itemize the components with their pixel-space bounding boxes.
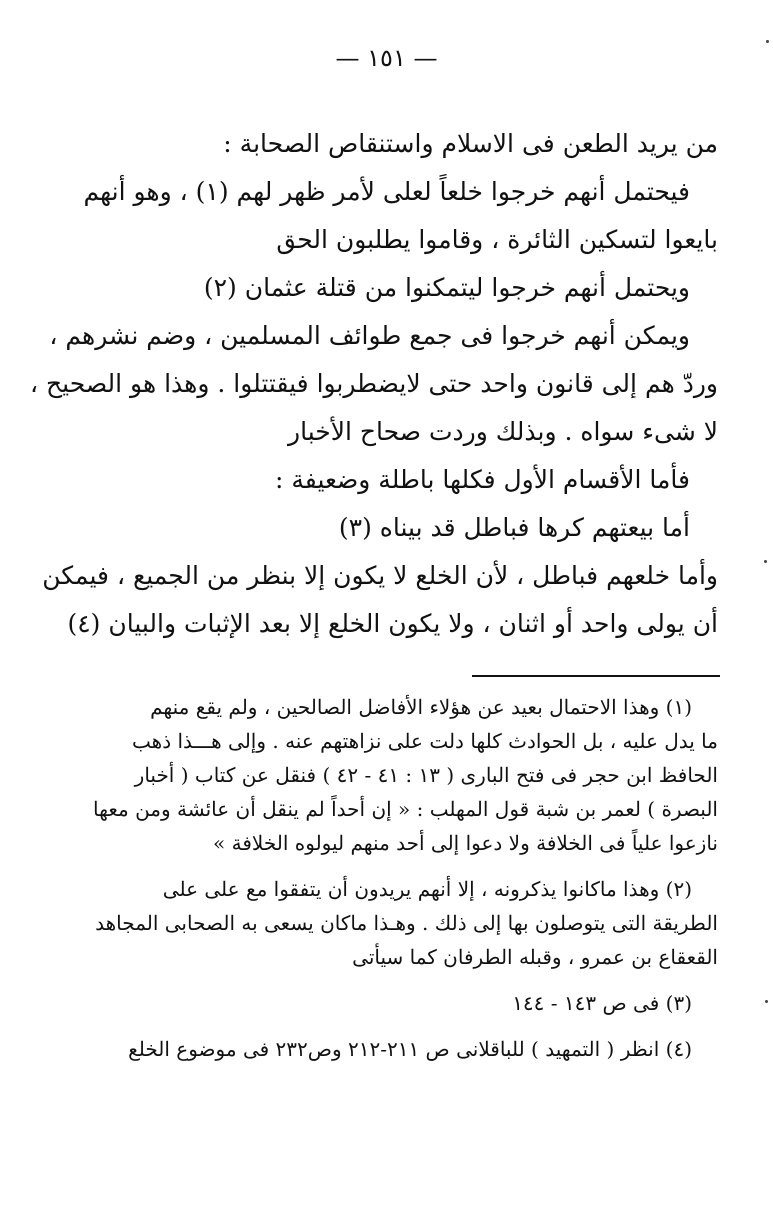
- scan-speck: [765, 1000, 768, 1003]
- footnote-line: الحافظ ابن حجر فى فتح البارى ( ١٣ : ٤١ - ٤٢ ) فنقل عن كتاب ( أخبار: [134, 763, 718, 787]
- text-line: فأما الأقسام الأول فكلها باطلة وضعيفة :: [275, 465, 690, 494]
- footnote-2: [78, 872, 718, 974]
- scan-speck: [766, 40, 769, 43]
- text-line: ويمكن أنهم خرجوا فى جمع طوائف المسلمين ، وضم نشرهم ،: [49, 321, 690, 350]
- footnote-4: [78, 1032, 718, 1066]
- footnote-line: (٤) انظر ( التمهيد ) للباقلانى ص ٢١١-٢١٢ وص٢٣٢ فى موضوع الخلع: [128, 1037, 692, 1061]
- text-line: أن يولى واحد أو اثنان ، ولا يكون الخلع إلا بعد الإثبات والبيان (٤): [67, 609, 718, 638]
- footnote-line: القعقاع بن عمرو ، وقبله الطرفان كما سيأتى: [352, 945, 718, 969]
- footnote-line: الطريقة التى يتوصلون بها إلى ذلك . وهـذا ماكان يسعى به الصحابى المجاهد: [95, 911, 718, 935]
- scan-speck: [764, 560, 767, 563]
- footnote-line: (٢) وهذا ماكانوا يذكرونه ، إلا أنهم يريدون أن يتفقوا مع على على: [162, 877, 692, 901]
- footnote-line: ما يدل عليه ، بل الحوادث كلها دلت على نزاهتهم عنه . وإلى هـــذا ذهب: [132, 729, 718, 753]
- text-line: بايعوا لتسكين الثائرة ، وقاموا يطلبون الحق: [276, 225, 718, 254]
- text-line: وأما خلعهم فباطل ، لأن الخلع لا يكون إلا بنظر من الجميع ، فيمكن: [42, 561, 718, 590]
- footnote-line: (٣) فى ص ١٤٣ - ١٤٤: [512, 991, 692, 1015]
- text-line: أما بيعتهم كرها فباطل قد بيناه (٣): [338, 513, 690, 542]
- footnotes: [78, 690, 718, 1078]
- page-number: — ١٥١ —: [335, 44, 438, 72]
- text-line: من يريد الطعن فى الاسلام واستنقاص الصحابة :: [223, 129, 718, 158]
- main-text: [30, 120, 718, 648]
- footnote-1: [78, 690, 718, 860]
- footnote-line: (١) وهذا الاحتمال بعيد عن هؤلاء الأفاضل الصالحين ، ولم يقع منهم: [150, 695, 692, 719]
- footnote-line: نازعوا علياً فى الخلافة ولا دعوا إلى أحد منهم ليولوه الخلافة »: [213, 831, 718, 855]
- footnote-separator: [472, 675, 720, 677]
- footnote-3: [78, 986, 718, 1020]
- text-line: فيحتمل أنهم خرجوا خلعاً لعلى لأمر ظهر لهم (١) ، وهو أنهم: [83, 177, 690, 206]
- footnote-line: البصرة ) لعمر بن شبة قول المهلب : « إن أحداً لم ينقل أن عائشة ومن معها: [93, 797, 718, 821]
- text-line: ويحتمل أنهم خرجوا ليتمكنوا من قتلة عثمان (٢): [203, 273, 690, 302]
- text-line: وردّ هم إلى قانون واحد حتى لايضطربوا فيقتتلوا . وهذا هو الصحيح ،: [30, 369, 718, 398]
- text-line: لا شىء سواه . وبذلك وردت صحاح الأخبار: [288, 417, 718, 446]
